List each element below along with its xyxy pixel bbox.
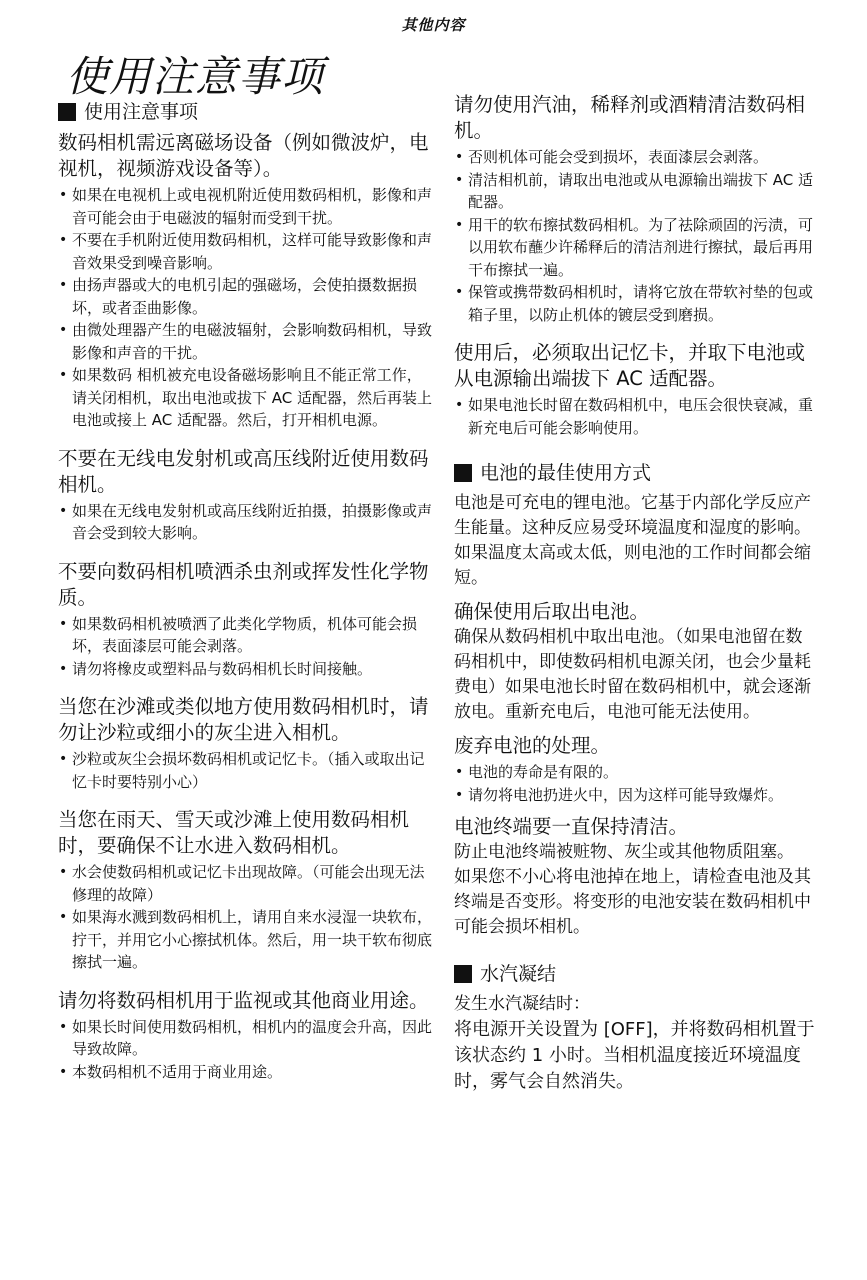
block-heading: 请勿将数码相机用于监视或其他商业用途。 <box>58 988 429 1012</box>
bullet-list <box>454 394 818 439</box>
bullet-item: • 如果数码 相机被充电设备磁场影响且不能正常工作，请关闭相机，取出电池或拔下 AC 适配器，然后再装上电池或接上 AC 适配器。然后，打开相机电源。 <box>58 364 436 432</box>
bullet-list <box>58 861 436 974</box>
block-chemicals <box>58 559 436 681</box>
bullet-list <box>454 761 818 806</box>
bullet-item: • 如果海水溅到数码相机上，请用自来水浸湿一块软布，拧干，并用它小心擦拭机体。然后，用一块干软布彻底擦拭一遍。 <box>58 906 436 974</box>
section-marker-icon <box>454 965 472 983</box>
bullet-list <box>58 748 436 793</box>
block-after-use <box>454 340 818 439</box>
bullet-item: • 否则机体可能会受到损坏，表面漆层会剥落。 <box>454 146 818 169</box>
bullet-list <box>58 500 436 545</box>
bullet-item: • 用干的软布擦拭数码相机。为了祛除顽固的污渍，可以用软布蘸少许稀释后的清洁剂进行擦拭，最后再用干布擦拭一遍。 <box>454 214 818 282</box>
remove-battery-text: 确保从数码相机中取出电池。（如果电池留在数码相机中，即使数码相机电源关闭，也会少量耗费电）如果电池长时留在数码相机中，就会逐渐放电。重新充电后，电池可能无法使用。 <box>454 627 811 722</box>
block-cleaning <box>454 92 818 326</box>
bullet-item: • 清洁相机前，请取出电池或从电源输出端拔下 AC 适配器。 <box>454 169 818 214</box>
bullet-item: • 如果在电视机上或电视机附近使用数码相机，影像和声音可能会由于电磁波的辐射而受到干扰。 <box>58 184 436 229</box>
bullet-item: • 如果数码相机被喷洒了此类化学物质，机体可能会损坏，表面漆层可能会剥落。 <box>58 613 436 658</box>
section-title-text: 水汽凝结 <box>480 963 557 985</box>
section-marker-icon <box>454 464 472 482</box>
battery-intro: 电池是可充电的锂电池。它基于内部化学反应产生能量。这种反应易受环境温度和湿度的影响。如果温度太高或太低，则电池的工作时间都会缩短。 <box>454 493 811 588</box>
section-marker-icon <box>58 103 76 121</box>
remove-battery-heading: 确保使用后取出电池。 <box>454 600 650 623</box>
bullet-list <box>58 613 436 681</box>
block-radio <box>58 446 436 545</box>
bullet-item: • 由微处理器产生的电磁波辐射，会影响数码相机，导致影像和声音的干扰。 <box>58 319 436 364</box>
section-battery <box>454 461 818 485</box>
bullet-item: • 沙粒或灰尘会损坏数码相机或记忆卡。（插入或取出记忆卡时要特别小心） <box>58 748 436 793</box>
bullet-item: • 保管或携带数码相机时，请将它放在带软衬垫的包或箱子里，以防止机体的镀层受到磨损。 <box>454 281 818 326</box>
block-heading: 不要向数码相机喷洒杀虫剂或挥发性化学物质。 <box>58 559 429 609</box>
right-column <box>454 92 818 1095</box>
condensation-text: 将电源开关设置为 [OFF]，并将数码相机置于该状态约 1 小时。当相机温度接近环境温度时，雾气会自然消失。 <box>454 1019 815 1092</box>
terminal-text: 如果您不小心将电池掉在地上，请检查电池及其终端是否变形。将变形的电池安装在数码相机中可能会损坏相机。 <box>454 867 811 937</box>
bullet-item: • 如果在无线电发射机或高压线附近拍摄，拍摄影像或声音会受到较大影响。 <box>58 500 436 545</box>
page-header: 其他内容 <box>401 16 466 34</box>
bullet-list <box>58 184 436 432</box>
bullet-item: • 不要在手机附近使用数码相机，这样可能导致影像和声音效果受到噪音影响。 <box>58 229 436 274</box>
bullet-item: • 水会使数码相机或记忆卡出现故障。（可能会出现无法修理的故障） <box>58 861 436 906</box>
section-precautions <box>58 100 436 124</box>
block-magnetic <box>58 130 436 432</box>
bullet-list <box>454 146 818 326</box>
block-heading: 数码相机需远离磁场设备（例如微波炉，电视机，视频游戏设备等）。 <box>58 131 429 180</box>
bullet-list <box>58 1016 436 1084</box>
section-title-text: 电池的最佳使用方式 <box>480 462 652 484</box>
terminal-text: 防止电池终端被赃物、灰尘或其他物质阻塞。 <box>454 842 794 862</box>
page-title: 使用注意事项 <box>66 52 325 101</box>
section-condensation <box>454 962 818 986</box>
bullet-item: • 请勿将电池扔进火中，因为这样可能导致爆炸。 <box>454 784 818 807</box>
block-heading: 不要在无线电发射机或高压线附近使用数码相机。 <box>58 446 429 496</box>
bullet-item: • 由扬声器或大的电机引起的强磁场，会使拍摄数据损坏，或者歪曲影像。 <box>58 274 436 319</box>
block-heading: 当您在沙滩或类似地方使用数码相机时，请勿让沙粒或细小的灰尘进入相机。 <box>58 695 429 744</box>
bullet-item: • 如果电池长时留在数码相机中，电压会很快衰减，重新充电后可能会影响使用。 <box>454 394 818 439</box>
bullet-item: • 本数码相机不适用于商业用途。 <box>58 1061 436 1084</box>
block-water <box>58 807 436 974</box>
bullet-item: • 电池的寿命是有限的。 <box>454 761 818 784</box>
block-commercial <box>58 988 436 1084</box>
bullet-item: • 请勿将橡皮或塑料品与数码相机长时间接触。 <box>58 658 436 681</box>
bullet-item: • 如果长时间使用数码相机，相机内的温度会升高，因此导致故障。 <box>58 1016 436 1061</box>
left-column <box>58 100 436 1083</box>
section-title-text: 使用注意事项 <box>84 101 199 123</box>
block-heading: 当您在雨天、雪天或沙滩上使用数码相机时，要确保不让水进入数码相机。 <box>58 808 410 857</box>
block-heading: 使用后，必须取出记忆卡，并取下电池或从电源输出端拔下 AC 适配器。 <box>454 341 806 390</box>
terminal-heading: 电池终端要一直保持清洁。 <box>454 815 689 838</box>
condensation-heading: 发生水汽凝结时： <box>454 994 590 1014</box>
block-sand <box>58 694 436 793</box>
block-heading: 请勿使用汽油，稀释剂或酒精清洁数码相机。 <box>454 93 806 142</box>
disposal-heading: 废弃电池的处理。 <box>454 734 611 757</box>
